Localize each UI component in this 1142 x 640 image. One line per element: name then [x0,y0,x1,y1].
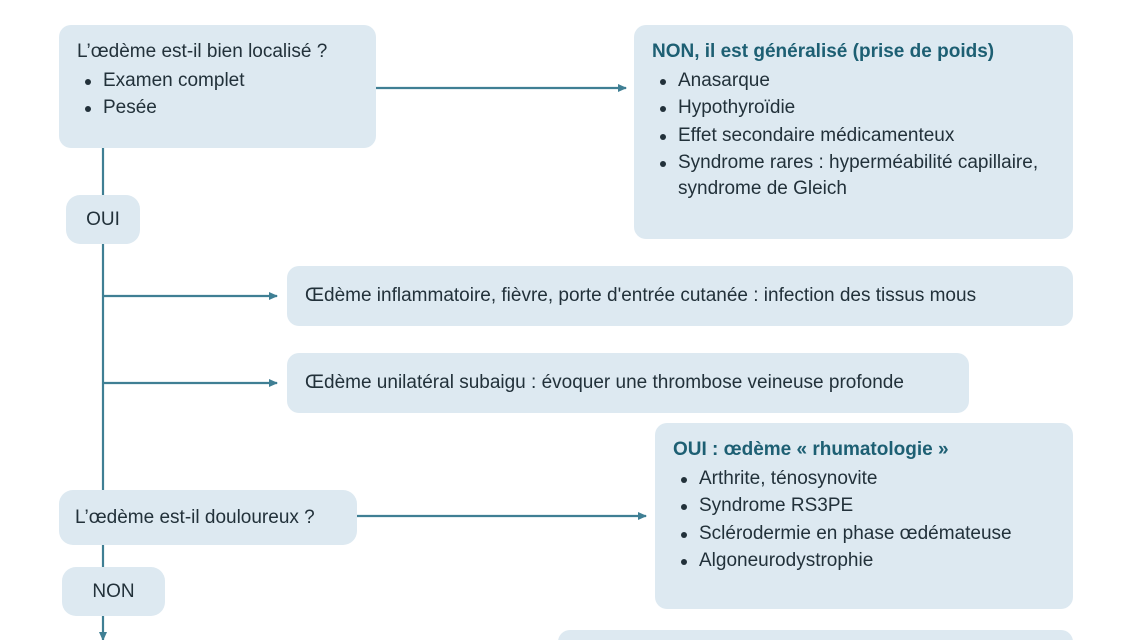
list-item: Syndrome RS3PE [673,493,1055,519]
list-item: Arthrite, ténosynovite [673,466,1055,492]
node-start-title: L’œdème est-il bien localisé ? [77,41,328,62]
node-non-label[interactable] [62,567,165,616]
node-rhumatologie[interactable] [655,423,1073,609]
node-inflammatoire-text: Œdème inflammatoire, fièvre, porte d'entrée cutanée : infection des tissus mous [305,284,977,306]
node-generalise-items [652,68,1055,202]
list-item: Effet secondaire médicamenteux [652,123,1055,149]
list-item: Pesée [77,95,358,121]
node-douloureux-title: L’œdème est-il douloureux ? [75,506,315,528]
node-unilateral[interactable] [287,353,969,413]
node-douloureux[interactable] [59,490,357,545]
node-inflammatoire[interactable] [287,266,1073,326]
list-item: Hypothyroïdie [652,95,1055,121]
list-item: Examen complet [77,68,358,94]
node-rhumatologie-items [673,466,1055,574]
node-next-partial[interactable] [558,630,1073,640]
node-unilateral-text: Œdème unilatéral subaigu : évoquer une thrombose veineuse profonde [305,371,904,393]
list-item: Anasarque [652,68,1055,94]
node-start[interactable] [59,25,376,148]
node-generalise-title: NON, il est généralisé (prise de poids) [652,41,995,62]
non-label-text: NON [92,580,135,602]
node-rhumatologie-title: OUI : œdème « rhumatologie » [673,439,949,460]
list-item: Algoneurodystrophie [673,548,1055,574]
list-item: Sclérodermie en phase œdémateuse [673,521,1055,547]
list-item: Syndrome rares : hyperméabilité capillaire, syndrome de Gleich [652,150,1055,202]
node-oui-label[interactable] [66,195,140,244]
oui-label-text: OUI [86,208,120,230]
node-start-items [77,68,358,121]
node-generalise[interactable] [634,25,1073,239]
